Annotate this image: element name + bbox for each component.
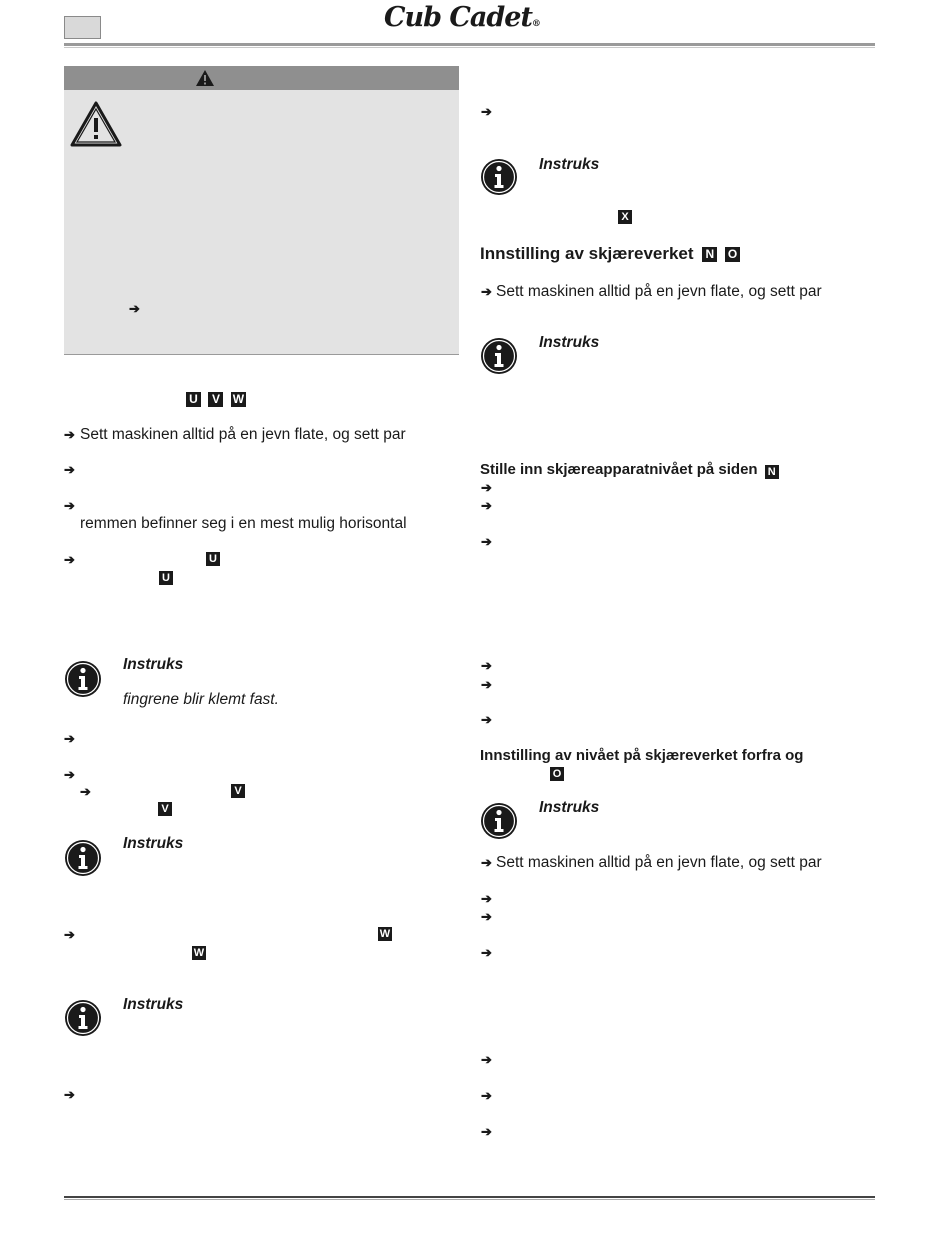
figure-badge-n: N <box>765 465 779 479</box>
figure-badge-w: W <box>379 928 391 940</box>
info-icon <box>480 158 518 196</box>
warning-body <box>64 90 459 355</box>
info-icon <box>480 802 518 840</box>
instruction-text: remmen befinner seg i en mest mulig horisontal <box>80 515 407 532</box>
warning-small-icon <box>195 69 215 87</box>
header-rule <box>64 43 875 46</box>
figure-badge-o: O <box>550 767 564 781</box>
page-number-box <box>64 16 101 39</box>
arrow-right-icon: ➔ <box>64 767 75 782</box>
note-title: Instruks <box>123 656 184 673</box>
instruction-text: Sett maskinen alltid på en jevn flate, og sett par <box>496 283 822 300</box>
info-icon <box>64 660 102 698</box>
figure-badge-w: W <box>193 947 205 959</box>
arrow-right-icon: ➔ <box>481 498 492 513</box>
arrow-right-icon: ➔ <box>64 552 75 567</box>
warning-triangle-icon <box>69 100 123 148</box>
note-title: Instruks <box>539 334 600 351</box>
instruction-text: Sett maskinen alltid på en jevn flate, og sett par <box>80 426 406 443</box>
arrow-right-icon: ➔ <box>481 1052 492 1067</box>
arrow-right-icon: ➔ <box>481 658 492 673</box>
arrow-right-icon: ➔ <box>129 301 140 316</box>
figure-badge-v: V <box>208 392 223 407</box>
note-title: Instruks <box>123 996 184 1013</box>
subheading-side-level: Stille inn skjæreapparatnivået på siden N <box>480 460 779 479</box>
arrow-right-icon: ➔ <box>481 712 492 727</box>
arrow-right-icon: ➔ <box>481 534 492 549</box>
arrow-right-icon: ➔ <box>80 784 91 799</box>
note-title: Instruks <box>539 156 600 173</box>
section-heading-cutter: Innstilling av skjæreverket N O <box>480 244 740 264</box>
footer-rule <box>64 1196 875 1198</box>
figure-refs-uvw <box>186 390 246 408</box>
arrow-right-icon: ➔ <box>64 427 75 442</box>
figure-badge-u: U <box>206 552 220 566</box>
figure-badge-u: U <box>186 392 201 407</box>
arrow-right-icon: ➔ <box>481 480 492 495</box>
info-icon <box>480 337 518 375</box>
arrow-right-icon: ➔ <box>481 284 492 299</box>
arrow-right-icon: ➔ <box>481 677 492 692</box>
subheading-front-level: Innstilling av nivået på skjæreverket forfra og <box>480 747 804 764</box>
arrow-right-icon: ➔ <box>481 891 492 906</box>
figure-badge-w: W <box>232 392 245 406</box>
instruction-text: Sett maskinen alltid på en jevn flate, og sett par <box>496 854 822 871</box>
footer-rule-thin <box>64 1199 875 1200</box>
figure-badge-o: O <box>725 247 740 262</box>
figure-badge-v: V <box>231 784 245 798</box>
arrow-right-icon: ➔ <box>64 498 75 513</box>
warning-header-bar <box>64 66 459 90</box>
arrow-right-icon: ➔ <box>64 462 75 477</box>
figure-badge-n: N <box>702 247 717 262</box>
arrow-right-icon: ➔ <box>64 731 75 746</box>
note-title: Instruks <box>539 799 600 816</box>
note-text: fingrene blir klemt fast. <box>123 691 279 708</box>
arrow-right-icon: ➔ <box>481 945 492 960</box>
info-icon <box>64 839 102 877</box>
header-rule-thin <box>64 47 875 48</box>
figure-badge-x: X <box>618 210 632 224</box>
arrow-right-icon: ➔ <box>481 104 492 119</box>
arrow-right-icon: ➔ <box>64 1087 75 1102</box>
figure-badge-v: V <box>158 802 172 816</box>
brand-logo: Cub Cadet® <box>384 2 540 33</box>
info-icon <box>64 999 102 1037</box>
figure-badge-u: U <box>159 571 173 585</box>
arrow-right-icon: ➔ <box>481 1088 492 1103</box>
arrow-right-icon: ➔ <box>481 909 492 924</box>
note-title: Instruks <box>123 835 184 852</box>
arrow-right-icon: ➔ <box>64 927 75 942</box>
arrow-right-icon: ➔ <box>481 855 492 870</box>
arrow-right-icon: ➔ <box>481 1124 492 1139</box>
